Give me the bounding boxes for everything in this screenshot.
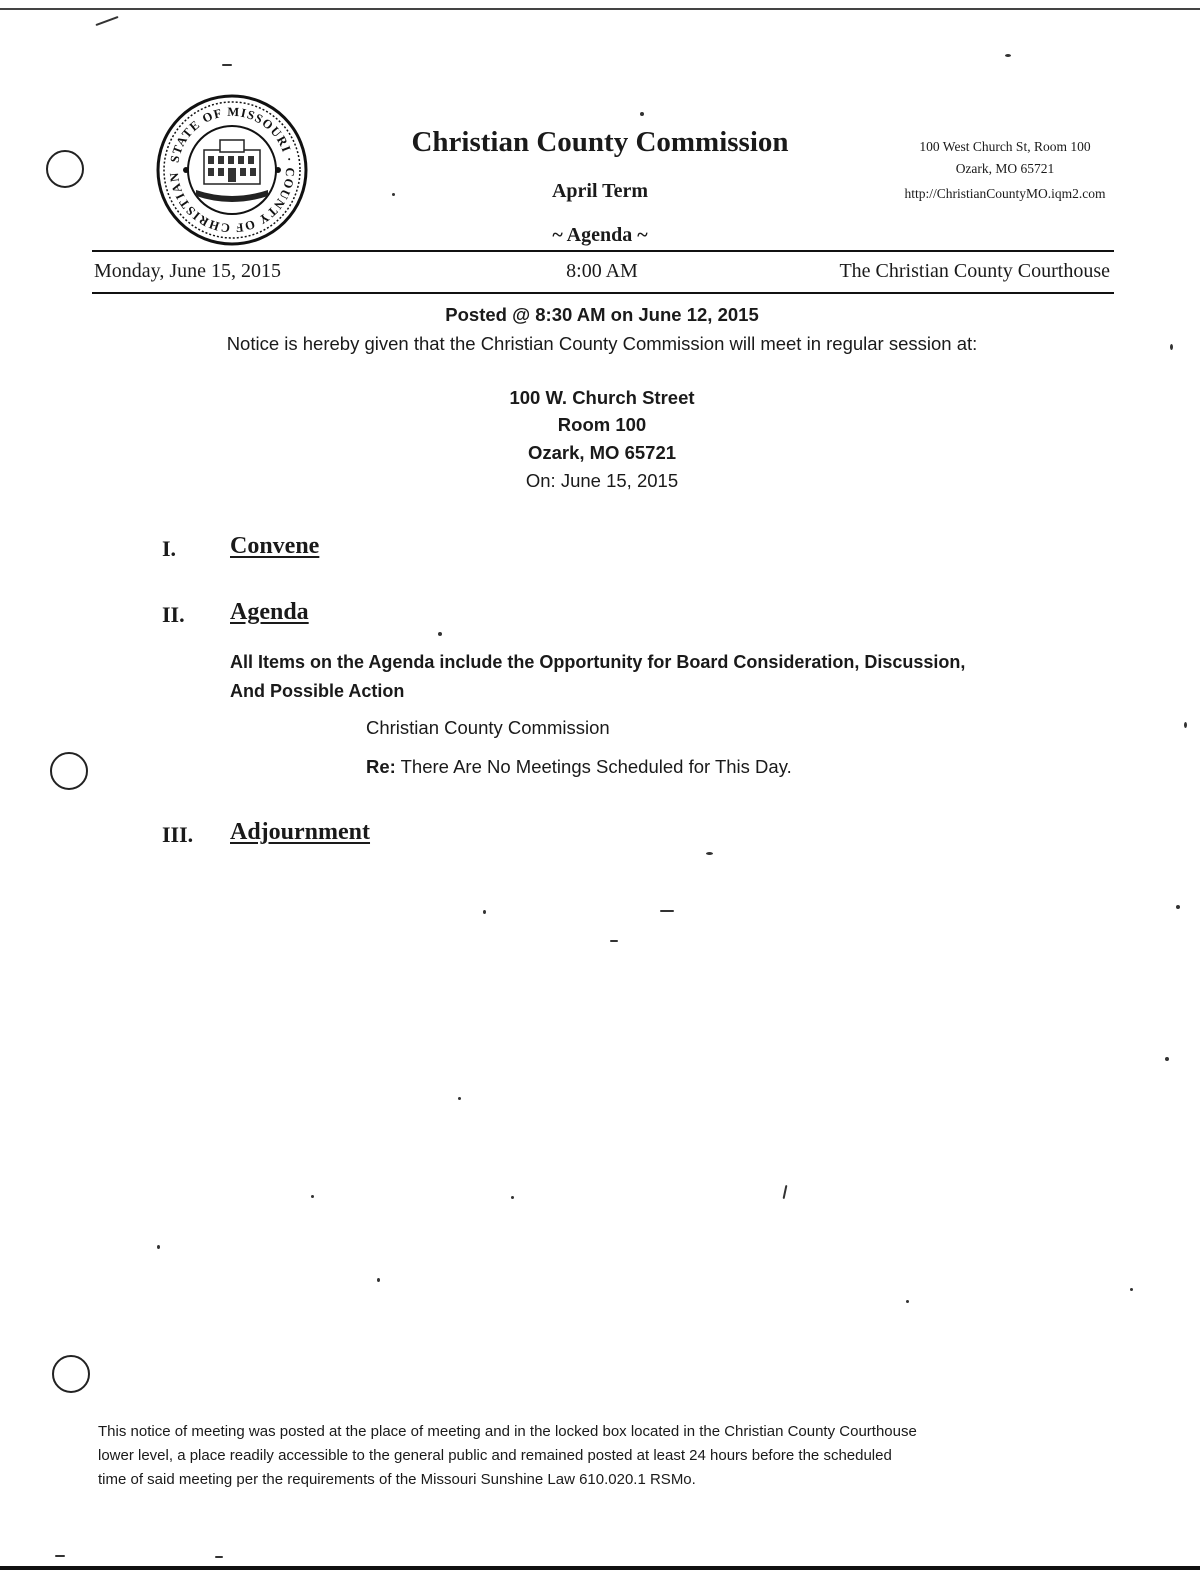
footer-line-3: time of said meeting per the requirements of the Missouri Sunshine Law 610.020.1 RSMo.	[98, 1471, 696, 1488]
agenda-re-line	[366, 756, 792, 778]
address-line-2: Ozark, MO 65721	[955, 161, 1055, 176]
section-title-adjournment: Adjournment	[230, 819, 371, 845]
scan-speck	[906, 1300, 909, 1303]
scan-speck	[55, 1555, 65, 1557]
location-room: Room 100	[557, 414, 647, 435]
page-bottom-edge	[0, 1566, 1200, 1570]
scan-speck	[1176, 905, 1180, 909]
website-link[interactable]: http://ChristianCountyMO.iqm2.com	[904, 186, 1106, 201]
agenda-body-name: Christian County Commission	[366, 717, 610, 738]
posting-notice-footer	[98, 1420, 1058, 1492]
location-date: On: June 15, 2015	[525, 470, 679, 491]
meeting-time: 8:00 AM	[566, 260, 638, 282]
scan-speck	[311, 1195, 314, 1198]
section-numeral-3: III.	[162, 822, 194, 847]
scan-speck	[610, 940, 618, 942]
meeting-notice: Notice is hereby given that the Christian County Commission will meet in regular session at:	[226, 333, 978, 354]
footer-line-2: lower level, a place readily accessible to the general public and remained posted at least 24 hours before the scheduled	[98, 1447, 892, 1464]
header-rule-top	[92, 250, 1114, 252]
scan-speck	[392, 193, 395, 196]
location-city: Ozark, MO 65721	[527, 442, 677, 463]
scan-speck	[1130, 1288, 1133, 1291]
punch-hole-middle	[50, 752, 88, 790]
scan-speck	[377, 1278, 380, 1282]
scan-speck	[1165, 1057, 1169, 1061]
scan-speck	[511, 1196, 514, 1199]
county-seal-logo	[156, 94, 308, 246]
scan-speck	[783, 1185, 788, 1199]
location-street: 100 W. Church Street	[509, 387, 695, 408]
scan-speck	[157, 1245, 160, 1249]
agenda-intro-line-2: And Possible Action	[230, 681, 405, 701]
scan-speck	[640, 112, 644, 116]
scan-speck	[483, 910, 486, 914]
section-numeral-2: II.	[162, 602, 185, 627]
scan-speck	[1184, 722, 1187, 728]
scan-speck	[222, 64, 232, 66]
posted-timestamp: Posted @ 8:30 AM on June 12, 2015	[445, 304, 759, 325]
section-title-convene: Convene	[230, 533, 320, 559]
commission-title: Christian County Commission	[411, 126, 789, 158]
meeting-place: The Christian County Courthouse	[839, 260, 1110, 282]
scan-speck	[215, 1556, 223, 1558]
footer-line-1: This notice of meeting was posted at the place of meeting and in the locked box located in the Christian County Courthouse	[98, 1423, 917, 1440]
scan-speck	[660, 910, 674, 912]
agenda-intro-line-1: All Items on the Agenda include the Opportunity for Board Consideration, Discussion,	[230, 652, 966, 672]
section-title-agenda: Agenda	[230, 599, 309, 625]
re-text: There Are No Meetings Scheduled for This Day.	[400, 756, 792, 777]
address-line-1: 100 West Church St, Room 100	[919, 139, 1091, 154]
scan-speck	[95, 16, 118, 26]
punch-hole-top	[46, 150, 84, 188]
re-label: Re:	[366, 756, 396, 777]
scan-speck	[438, 632, 442, 636]
header-rule-bottom	[92, 292, 1114, 294]
scan-speck	[706, 852, 713, 855]
punch-hole-bottom	[52, 1355, 90, 1393]
scan-speck	[1170, 344, 1173, 350]
agenda-heading: ~ Agenda ~	[552, 224, 648, 246]
scan-speck	[458, 1097, 461, 1100]
section-numeral-1: I.	[162, 536, 177, 561]
seal-lettering: STATE OF MISSOURI · COUNTY OF CHRISTIAN	[166, 104, 298, 236]
scan-speck	[1005, 54, 1011, 57]
page-top-edge	[0, 8, 1200, 10]
term-label: April Term	[551, 180, 649, 202]
meeting-date: Monday, June 15, 2015	[94, 260, 282, 282]
